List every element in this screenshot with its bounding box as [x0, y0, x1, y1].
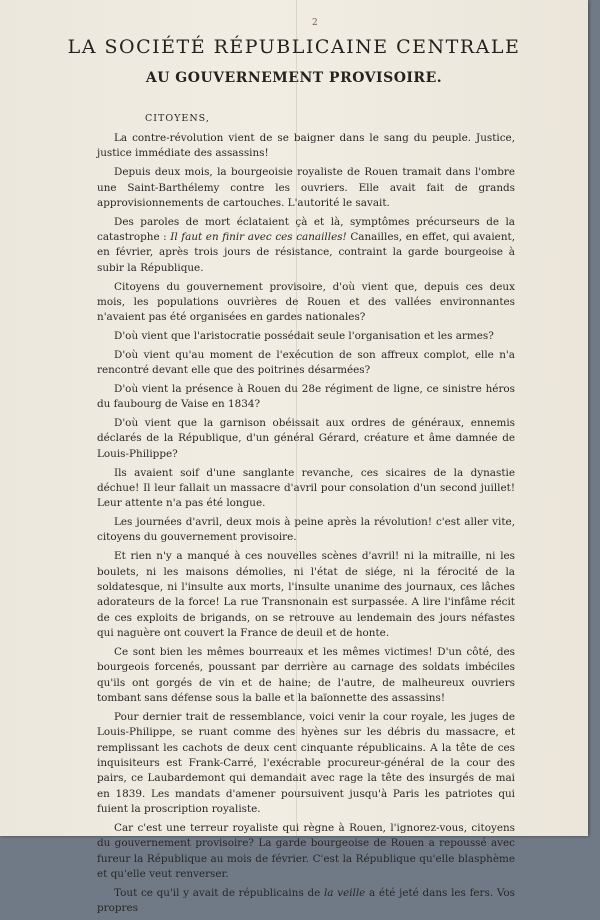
paragraph: [97, 215, 515, 277]
italic-phrase: la veille: [323, 886, 366, 899]
paragraph-text: Canailles, en effet, qui avaient, en février, après trois jours de résistance, contraint la garde bourgeoise à subir la République.: [97, 231, 516, 274]
paragraph: La contre-révolution vient de se baigner dans le sang du peuple. Justice, justice immédiate des assassins!: [97, 132, 515, 160]
paragraph-text: a été jeté dans les fers. Vos propres: [97, 886, 515, 915]
page-mark: 2: [312, 18, 318, 28]
italic-quote: Il faut en finir avec ces canailles!: [170, 231, 347, 244]
paragraph: D'où vient que la garnison obéissait aux ordres de généraux, ennemis déclarés de la République, d'un général Gérard, créature et âme damnée de Louis-Philippe?: [97, 416, 515, 460]
paragraph: Citoyens du gouvernement provisoire, d'où vient que, depuis ces deux mois, les populations ouvrières de Rouen et des vallées environnantes n'avaient pas été organisées en gardes nationales?: [97, 280, 515, 324]
paragraph-text: Tout ce qu'il y avait de républicains de: [114, 886, 321, 899]
body-text: [97, 131, 515, 920]
paragraph: Car c'est une terreur royaliste qui règne à Rouen, l'ignorez-vous, citoyens du gouvernement provisoire? La garde bourgeoise de Rouen a repoussé avec fureur la République au mois de février. C'est la République qu'elle blasphème et qu'elle veut renverser.: [97, 821, 515, 881]
paragraph: Ce sont bien les mêmes bourreaux et les mêmes victimes! D'un côté, des bourgeois forcenés, poussant par derrière au carnage des soldats imbéciles qu'ils ont gorgés de vin et de haine; de l'autre, de malheureux ouvriers tombant sans défense sous la balle et la baïonnette des assassins!: [97, 645, 515, 705]
salutation: CITOYENS,: [145, 113, 210, 124]
paragraph: D'où vient qu'au moment de l'exécution de son affreux complot, elle n'a rencontré devant elle que des poitrines désarmées?: [97, 348, 515, 377]
paragraph: Les journées d'avril, deux mois à peine après la révolution! c'est aller vite, citoyens du gouvernement provisoire.: [97, 516, 515, 544]
paragraph: Ils avaient soif d'une sanglante revanche, ces sicaires de la dynastie déchue! Il leur fallait un massacre d'avril pour consolation d'un second juillet! Leur attente n'a pas été longue.: [97, 466, 515, 510]
paragraph: D'où vient la présence à Rouen du 28e régiment de ligne, ce sinistre héros du faubourg de Vaise en 1834?: [97, 382, 515, 411]
page-title: LA SOCIÉTÉ RÉPUBLICAINE CENTRALE: [67, 36, 521, 58]
page-subtitle: AU GOUVERNEMENT PROVISOIRE.: [145, 70, 443, 86]
paragraph-text: Des paroles de mort éclataient çà et là, symptômes précurseurs de la catastrophe :: [97, 215, 515, 244]
paragraph: [97, 886, 515, 917]
paragraph: Depuis deux mois, la bourgeoisie royaliste de Rouen tramait dans l'ombre une Saint-Barthélemy contre les ouvriers. Elle avait fait de grands approvisionnements de cartouches. L'autorité le savait.: [97, 166, 515, 209]
paragraph: Pour dernier trait de ressemblance, voici venir la cour royale, les juges de Louis-Philippe, se ruant comme des hyènes sur les débris du massacre, et remplissant les cachots de deux cent cinquante républicains. A la tête de ces inquisiteurs est Frank-Carré, l'exécrable procureur-général de la cour des pairs, ce Laubardemont qui demandait avec rage la tête des insurgés de mai en 1839. Les mandats d'amener poursuivent jusqu'à Paris les patriotes qui fuient la proscription royaliste.: [97, 710, 515, 816]
paragraph: D'où vient que l'aristocratie possédait seule l'organisation et les armes?: [114, 330, 494, 343]
paragraph: Et rien n'y a manqué à ces nouvelles scènes d'avril! ni la mitraille, ni les boulets, ni les maisons démolies, ni l'état de siége, ni la férocité de la soldatesque, ni l'insulte aux morts, l'insulte unanime des journaux, ces lâches adorateurs de la force! La rue Transnonain est surpassée. A lire l'infâme récit de ces exploits de brigands, on se retrouve au lendemain des jours néfastes qui naguère ont couvert la France de deuil et de honte.: [97, 550, 515, 640]
